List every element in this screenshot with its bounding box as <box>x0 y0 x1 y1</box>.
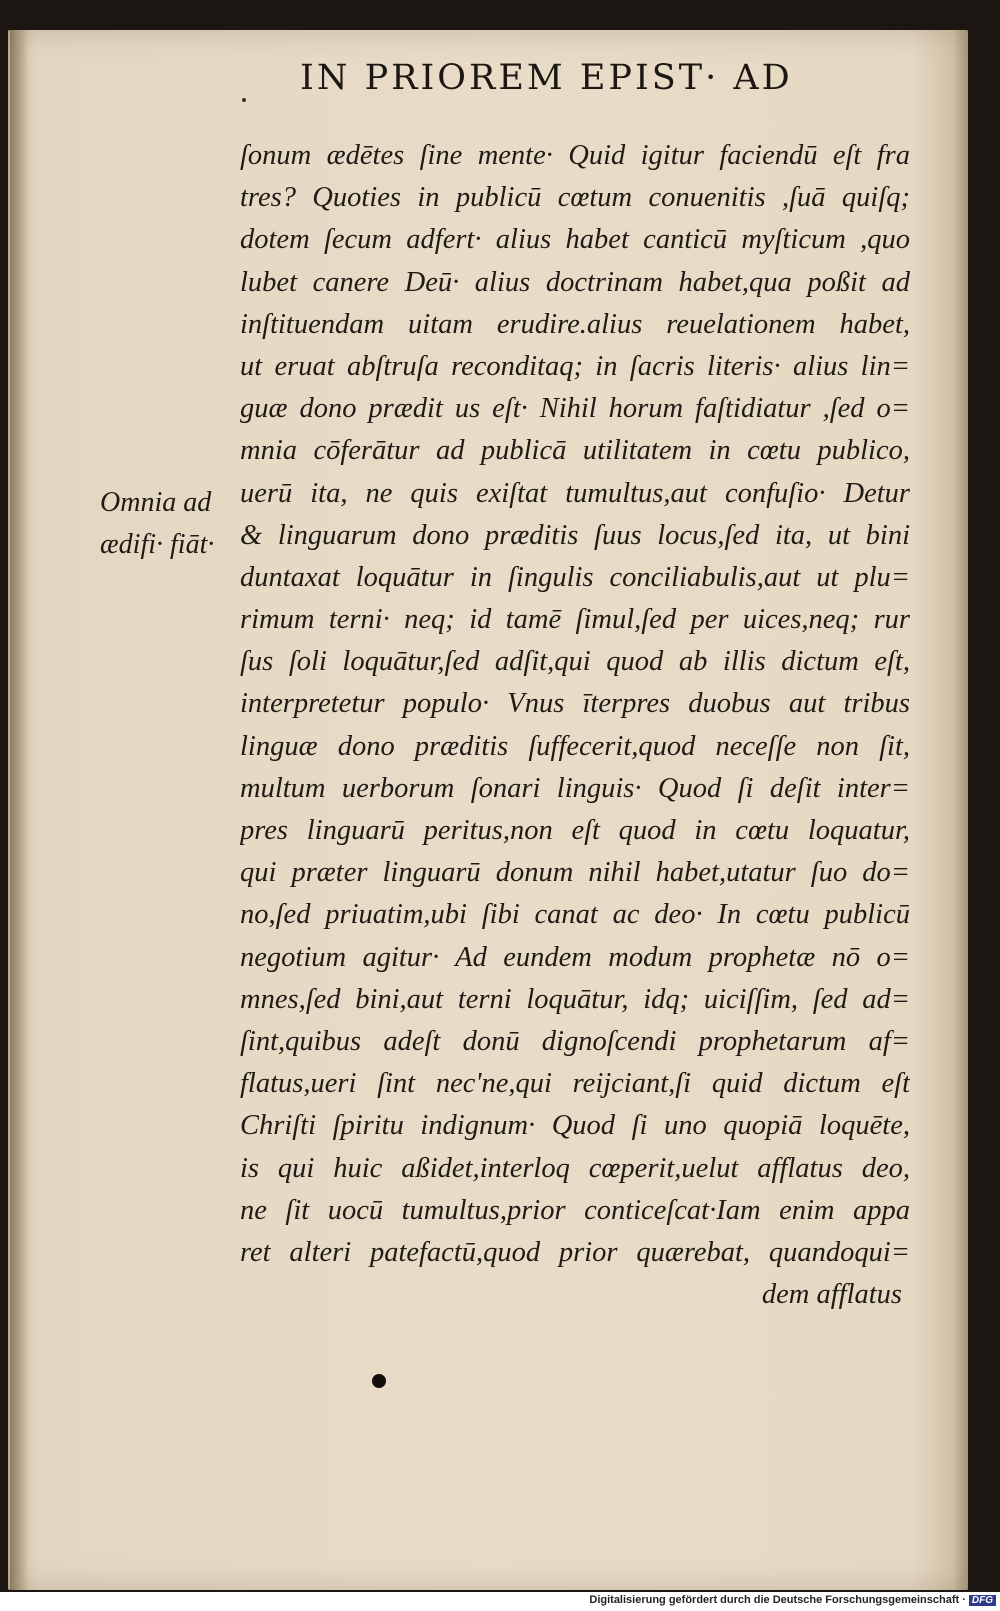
header-mark <box>242 98 246 102</box>
dfg-logo: DFG <box>969 1595 996 1606</box>
running-header: IN PRIOREM EPIST· AD <box>300 58 793 98</box>
text-line: negotium agitur· Ad eundem modum prophetæ nō o= <box>240 941 910 973</box>
text-line: guæ dono prædit us eſt· Nihil horum faſtidiatur ,ſed o= <box>240 393 910 425</box>
text-line: dem afflatus <box>761 1279 902 1311</box>
credit-text: Digitalisierung gefördert durch die Deutsche Forschungsgemeinschaft · <box>589 1594 966 1606</box>
text-line: lubet canere Deū· alius doctrinam habet,qua poßit ad <box>240 266 910 298</box>
text-line: qui præter linguarū donum nihil habet,utatur ſuo do= <box>240 857 910 889</box>
text-line: interpretetur populo· Vnus īterpres duobus aut tribus <box>240 688 910 720</box>
text-line: rimum terni· neq; id tamē ſimul,ſed per uices,neq; rur <box>240 604 910 636</box>
text-line: ſint,quibus adeſt donū dignoſcendi prophetarum af= <box>240 1025 910 1057</box>
text-line: Chriſti ſpiritu indignum· Quod ſi uno quopiā loquēte, <box>240 1110 910 1142</box>
text-line: mnes,ſed bini,aut terni loquātur, idq; uiciſſim, ſed ad= <box>240 983 910 1015</box>
text-line: flatus,ueri ſint nec'ne,qui reijciant,ſi quid dictum eſt <box>240 1068 910 1100</box>
main-text-block <box>240 135 910 1316</box>
text-line: uerū ita, ne quis exiſtat tumultus,aut confuſio· Detur <box>240 477 910 509</box>
text-line: dotem ſecum adfert· alius habet canticū myſticum ,quo <box>240 224 910 256</box>
text-line: linguæ dono præditis ſuffecerit,quod neceſſe non ſit, <box>240 730 910 762</box>
text-line: ſus ſoli loquātur,ſed adſit,qui quod ab illis dictum eſt, <box>240 646 910 678</box>
text-line: inſtituendam uitam erudire.alius reuelationem habet, <box>240 308 910 340</box>
text-line: mnia cōferātur ad publicā utilitatem in cœtu publico, <box>240 435 910 467</box>
marginal-note-line: Omnia ad <box>100 487 212 518</box>
text-line: no,ſed priuatim,ubi ſibi canat ac deo· In cœtu publicū <box>240 899 910 931</box>
text-line: tres? Quoties in publicū cœtum conuenitis ,ſuā quiſq; <box>240 182 910 214</box>
text-line: ut eruat abſtruſa reconditaq; in ſacris literis· alius lin= <box>240 350 910 382</box>
digitization-credit <box>589 1594 996 1606</box>
text-line: duntaxat loquātur in ſingulis conciliabulis,aut ut plu= <box>240 561 910 593</box>
text-line: multum uerborum ſonari linguis· Quod ſi deſit inter= <box>240 772 910 804</box>
printer-ornament <box>372 1374 386 1388</box>
text-line: pres linguarū peritus,non eſt quod in cœtu loquatur, <box>240 815 910 846</box>
text-line: & linguarum dono præditis ſuus locus,ſed ita, ut bini <box>240 519 910 551</box>
marginal-note <box>100 482 240 566</box>
text-line: ſonum ædētes ſine mente· Quid igitur faciendū eſt fra <box>240 140 910 171</box>
text-line: ret alteri patefactū,quod prior quærebat, quandoqui= <box>240 1236 910 1268</box>
marginal-note-line: ædifi· fiāt· <box>100 529 215 560</box>
text-line: is qui huic aßidet,interloq cœperit,uelut afflatus deo, <box>240 1152 910 1184</box>
text-line: ne ſit uocū tumultus,prior conticeſcat·Iam enim appa <box>240 1194 910 1226</box>
